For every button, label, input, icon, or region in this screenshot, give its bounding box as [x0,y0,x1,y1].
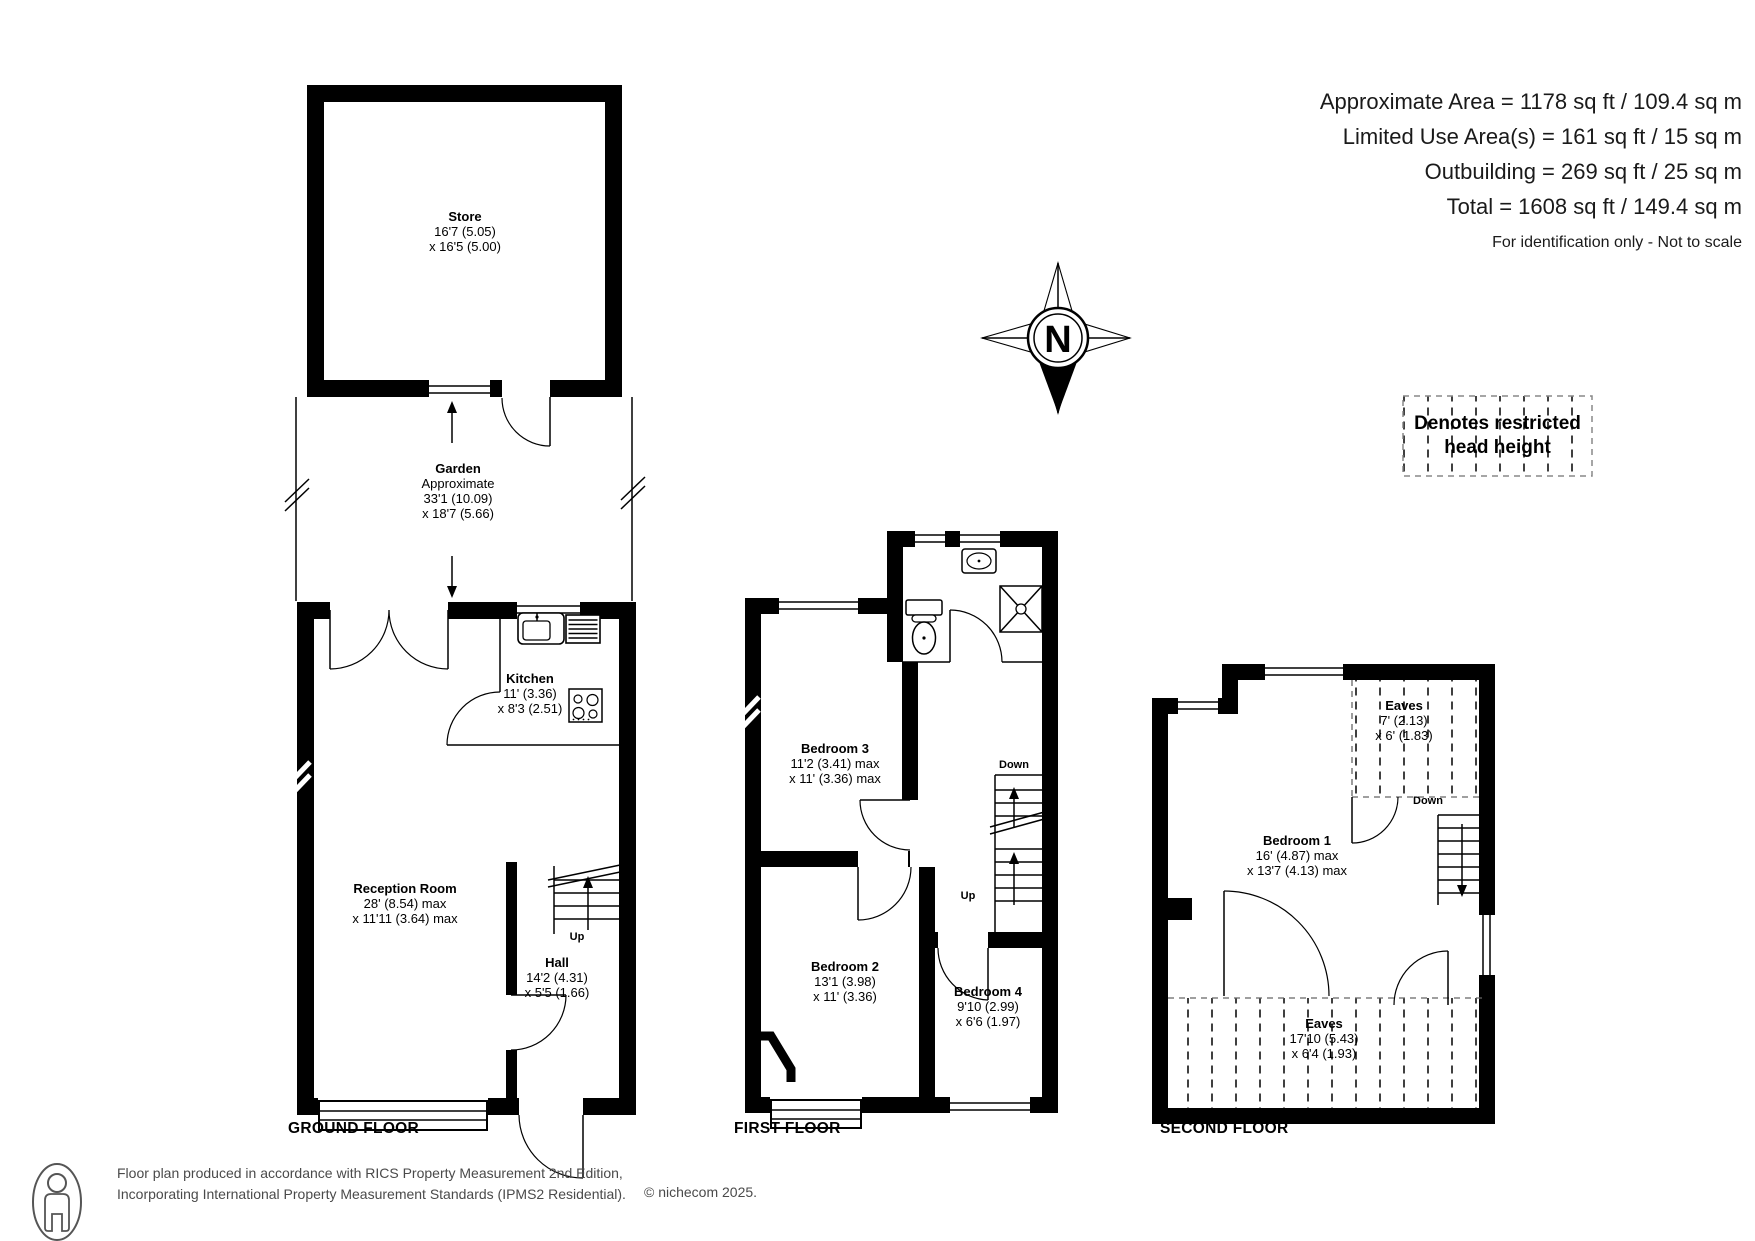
shower-icon [1000,586,1042,632]
stairs-down-label-first: Down [999,759,1029,771]
hall-label [525,955,590,1000]
basin-icon [962,549,996,573]
north-label: N [1044,319,1072,361]
kitchen-label [498,671,563,716]
floor-label-first: FIRST FLOOR [734,1120,841,1137]
room-name: Eaves [1305,1016,1343,1031]
room-dim: x 8'3 (2.51) [497,701,563,716]
reception-room-label [352,881,457,926]
area-line: Total = 1608 sq ft / 149.4 sq m [1446,194,1742,219]
sink-icon [518,613,600,644]
room-name: Bedroom 2 [811,959,879,974]
room-name: Store [448,209,482,224]
floor-label-ground: GROUND FLOOR [288,1120,420,1137]
area-line: Limited Use Area(s) = 161 sq ft / 15 sq m [1342,124,1742,149]
chimney-breast [1168,898,1192,920]
room-dim: x 16'5 (5.00) [429,239,501,254]
room-dim: 14'2 (4.31) [526,970,588,985]
store-outline [316,94,614,447]
room-dim: x 11' (3.36) [813,989,877,1004]
store-room-label [429,209,501,254]
garden-label [422,461,495,521]
copyright: © nichecom 2025. [644,1184,758,1200]
bedroom4-window [950,1097,1030,1117]
room-name: Hall [545,955,569,970]
disclaimer-line: Incorporating International Property Measurement Standards (IPMS2 Residential). [117,1186,626,1202]
room-dim: 16' (4.87) max [1255,848,1339,863]
first-floor-plan [737,529,1050,1128]
eaves-bottom-label [1290,1016,1359,1061]
ground-floor-plan [285,94,645,1179]
room-dim: 16'7 (5.05) [434,224,496,239]
room-dim: 17'10 (5.43) [1289,1031,1359,1046]
bedroom-4-label [954,984,1022,1029]
room-name: Kitchen [506,671,554,686]
room-dim: x 5'5 (1.66) [524,985,590,1000]
room-dim: x 18'7 (5.66) [422,506,494,521]
hob-icon [569,689,602,722]
room-dim: x 11' (3.36) max [789,771,881,786]
identification-note: For identification only - Not to scale [1492,234,1742,251]
person-icon [33,1164,81,1240]
bedroom-1-label [1247,833,1347,878]
disclaimer-line: Floor plan produced in accordance with RICS Property Measurement 2nd Edition, [117,1165,623,1181]
room-name: Bedroom 1 [1263,833,1331,848]
stairs-down-label-second: Down [1413,795,1443,807]
room-dim: x 6'4 (1.93) [1291,1046,1357,1061]
room-dim: 13'1 (3.98) [814,974,876,989]
room-dim: 28' (8.54) max [363,896,447,911]
room-dim: x 6'6 (1.97) [955,1014,1021,1029]
room-name: Bedroom 3 [801,741,869,756]
area-line: Outbuilding = 269 sq ft / 25 sq m [1424,159,1742,184]
room-dim: 33'1 (10.09) [423,491,493,506]
room-sub: Approximate [421,476,495,491]
floor-label-second: SECOND FLOOR [1160,1120,1289,1137]
compass-icon [982,263,1130,413]
disclaimer [117,1163,626,1205]
room-dim: 11' (3.36) [503,686,557,701]
restricted-head-height-legend: Denotes restricted head height [1414,413,1581,458]
bedroom-3-label [789,741,881,786]
ground-house-outline [288,600,628,1107]
room-dim: 7' (2.13) [1380,713,1428,728]
room-name: Reception Room [353,881,457,896]
room-name: Bedroom 4 [954,984,1022,999]
room-name: Eaves [1385,698,1423,713]
room-dim: 11'2 (3.41) max [790,756,880,771]
stairs-up-label-first: Up [960,890,976,902]
area-line: Approximate Area = 1178 sq ft / 109.4 sq m [1319,89,1742,114]
room-dim: x 11'11 (3.64) max [352,911,458,926]
eaves-top-label [1375,698,1432,743]
area-summary [1320,84,1742,253]
room-dim: 9'10 (2.99) [957,999,1019,1014]
room-dim: x 13'7 (4.13) max [1246,863,1348,878]
room-name: Garden [435,461,481,476]
stairs-up-label-ground: Up [569,931,585,943]
bedroom-2-label [811,959,879,1004]
room-dim: x 6' (1.83) [1375,728,1433,743]
